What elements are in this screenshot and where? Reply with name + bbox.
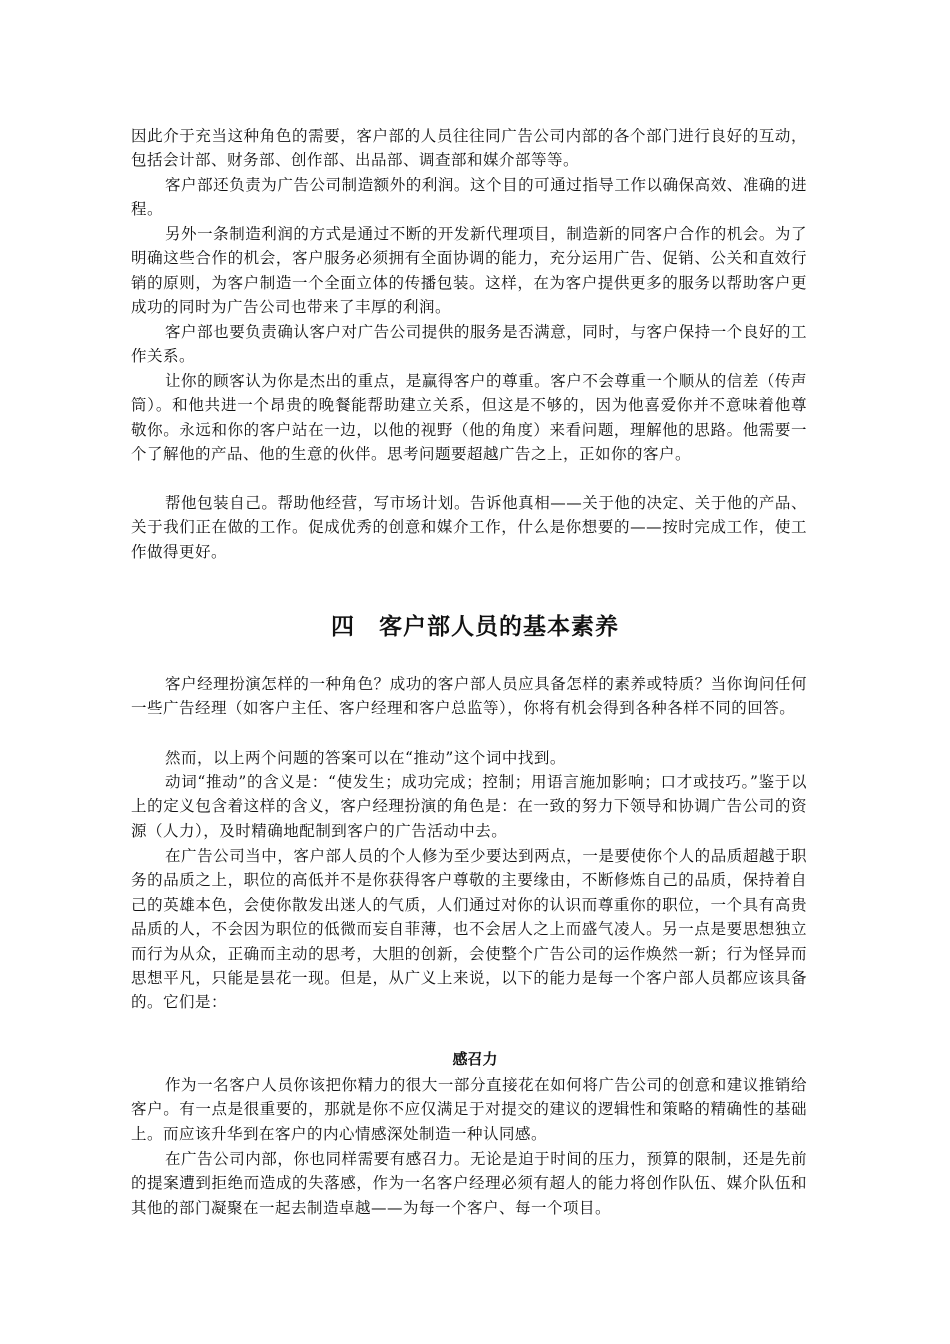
- paragraph-new-business: 另外一条制造利润的方式是通过不断的开发新代理项目，制造新的同客户合作的机会。为了明确这些合作的机会，客户服务必须拥有全面协调的能力，充分运用广告、促销、公关和直效行销的原则，为客户制造一个全面立体的传播包装。这样，在为客户提供更多的服务以帮助客户更成功的同时为广告公司也带来了丰厚的利润。: [131, 225, 807, 317]
- subsection-title: 感召力: [452, 1050, 498, 1068]
- paragraph-continuation: 因此介于充当这种角色的需要，客户部的人员往往同广告公司内部的各个部门进行良好的互动，包括会计部、财务部、创作部、出品部、调查部和媒介部等等。: [131, 127, 807, 170]
- paragraph-role-question: 客户经理扮演怎样的一种角色？成功的客户部人员应具备怎样的素养或特质？当你询问任何一些广告经理（如客户主任、客户经理和客户总监等），你将有机会得到各种各样不同的回答。: [131, 675, 807, 718]
- paragraph-push-definition: 动词“推动”的含义是：“使发生；成功完成；控制；用语言施加影响；口才或技巧。”鉴于以上的定义包含着这样的含义，客户经理扮演的角色是：在一致的努力下领导和协调广告公司的资源（人力），及时精确地配制到客户的广告活动中去。: [131, 773, 807, 840]
- paragraph-charisma-internal: 在广告公司内部，你也同样需要有感召力。无论是迫于时间的压力，预算的限制，还是先前的提案遭到拒绝而造成的失落感，作为一名客户经理必须有超人的能力将创作队伍、媒介队伍和其他的部门凝聚在一起去制造卓越——为每一个客户、每一个项目。: [131, 1150, 807, 1217]
- paragraph-charisma-client: 作为一名客户人员你该把你精力的很大一部分直接花在如何将广告公司的创意和建议推销给客户。有一点是很重要的，那就是你不应仅满足于对提交的建议的逻辑性和策略的精确性的基础上。而应该升华到在客户的内心情感深处制造一种认同感。: [131, 1076, 807, 1143]
- paragraph-packaging: 帮他包装自己。帮助他经营，写市场计划。告诉他真相——关于他的决定、关于他的产品、关于我们正在做的工作。促成优秀的创意和媒介工作，什么是你想要的——按时完成工作，使工作做得更好。: [131, 494, 807, 561]
- paragraph-push-answer: 然而，以上两个问题的答案可以在“推动”这个词中找到。: [165, 749, 566, 767]
- paragraph-respect: 让你的顾客认为你是杰出的重点，是赢得客户的尊重。客户不会尊重一个顺从的信差（传声筒）。和他共进一个昂贵的晚餐能帮助建立关系，但这是不够的，因为他喜爱你并不意味着他尊敬你。永远和你的客户站在一边，以他的视野（他的角度）来看问题，理解他的思路。他需要一个了解他的产品、他的生意的伙伴。思考问题要超越广告之上，正如你的客户。: [131, 372, 807, 464]
- paragraph-personal-qualities: 在广告公司当中，客户部人员的个人修为至少要达到两点，一是要使你个人的品质超越于职务的品质之上，职位的高低并不是你获得客户尊敬的主要缘由，不断修炼自己的品质，保持着自己的英雄本色，会使你散发出迷人的气质，人们通过对你的认识而尊重你的职位，一个具有高贵品质的人，不会因为职位的低微而妄自菲薄，也不会居人之上而盛气凌人。另一点是要思想独立而行为从众，正确而主动的思考，大胆的创新，会使整个广告公司的运作焕然一新；行为怪异而思想平凡，只能是昙花一现。但是，从广义上来说，以下的能力是每一个客户部人员都应该具备的。它们是：: [131, 847, 807, 1012]
- section-title: 四 客户部人员的基本素养: [331, 614, 619, 640]
- paragraph-satisfaction: 客户部也要负责确认客户对广告公司提供的服务是否满意，同时，与客户保持一个良好的工作关系。: [131, 323, 807, 366]
- paragraph-extra-profit: 客户部还负责为广告公司制造额外的利润。这个目的可通过指导工作以确保高效、准确的进程。: [131, 176, 807, 219]
